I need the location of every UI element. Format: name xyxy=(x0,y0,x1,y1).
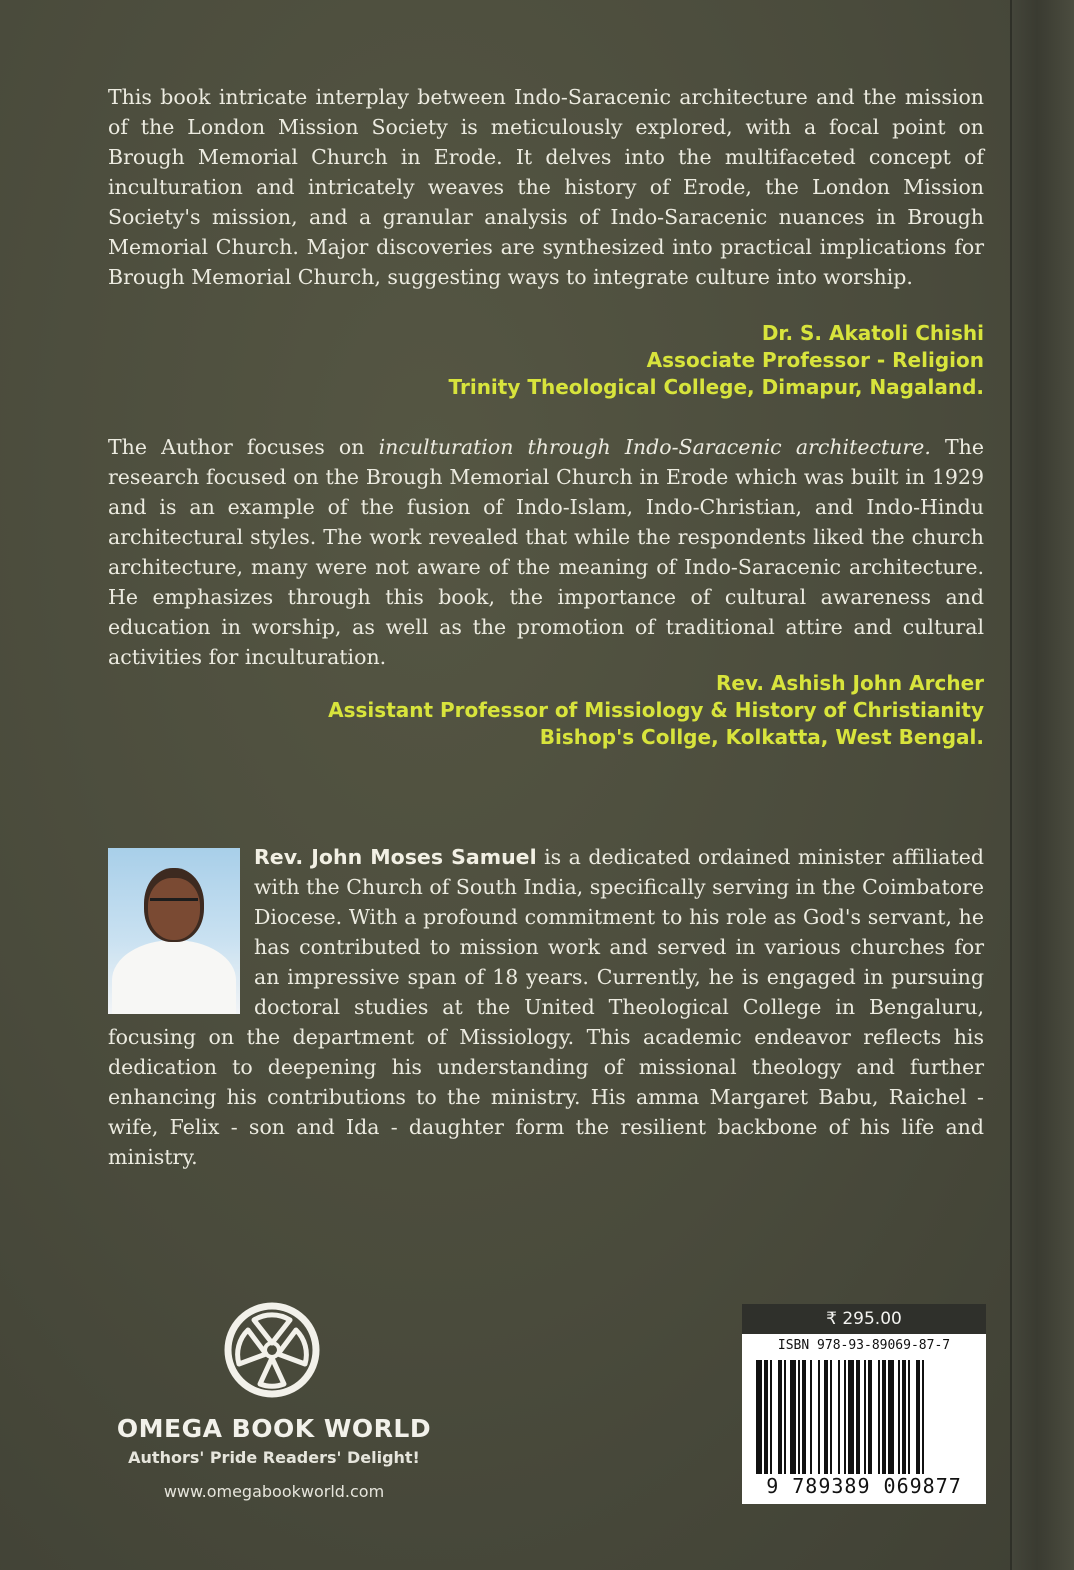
review-2-italic-phrase: inculturation through Indo-Saracenic architecture. xyxy=(378,435,931,459)
author-bio xyxy=(108,842,984,1172)
reviewer-2-institution: Bishop's Collge, Kolkatta, West Bengal. xyxy=(539,725,984,749)
barcode-panel xyxy=(742,1304,986,1504)
reviewer-1-institution: Trinity Theological College, Dimapur, Nagaland. xyxy=(448,375,984,399)
book-spine-edge xyxy=(1010,0,1074,1570)
publisher-name: OMEGA BOOK WORLD xyxy=(116,1414,432,1443)
publisher-url: www.omegabookworld.com xyxy=(163,1482,385,1501)
review-1-signature xyxy=(449,320,984,401)
omega-trefoil-logo-icon xyxy=(224,1302,320,1398)
reviewer-1-name: Dr. S. Akatoli Chishi xyxy=(761,321,984,345)
review-2-signature xyxy=(328,670,984,751)
author-bio-text: is a dedicated ordained minister affiliated with the Church of South India, specifically serving in the Coimbatore Diocese. With a profound commitment to his role as God's servant, he has contributed to mission work and served in various churches for an impressive span of 18 years. Currently, he is engaged in pursuing doctoral studies at the United Theological College in Bengaluru, focusing on the department of Missiology. This academic endeavor reflects his dedication to deepening his understanding of missional theology and further enhancing his contributions to the ministry. His amma Margaret Babu, Raichel - wife, Felix - son and Ida - daughter form the resilient backbone of his life and ministry. xyxy=(108,845,984,1169)
review-1-text: This book intricate interplay between Indo-Saracenic architecture and the mission of the London Mission Society is meticulously explored, with a focal point on Brough Memorial Church in Erode. It delves into the multifaceted concept of inculturation and intricately weaves the history of Erode, the London Mission Society's mission, and a granular analysis of Indo-Saracenic nuances in Brough Memorial Church. Major discoveries are synthesized into practical implications for Brough Memorial Church, suggesting ways to integrate culture into worship. xyxy=(108,85,984,289)
barcode-bars xyxy=(756,1360,972,1480)
reviewer-2-title: Assistant Professor of Missiology & History of Christianity xyxy=(328,698,984,722)
review-2-text: The Author focuses on inculturation through Indo-Saracenic architecture. The research focused on the Brough Memorial Church in Erode which was built in 1929 and is an example of the fusion of Indo-Islam, Indo-Christian, and Indo-Hindu architectural styles. The work revealed that while the respondents liked the church architecture, many were not aware of the meaning of Indo-Saracenic architecture. He emphasizes through this book, the importance of cultural awareness and education in worship, as well as the promotion of traditional attire and cultural activities for inculturation. xyxy=(108,435,985,669)
reviewer-1-title: Associate Professor - Religion xyxy=(646,348,984,372)
publisher-tagline: Authors' Pride Readers' Delight! xyxy=(128,1448,420,1467)
author-name: Rev. John Moses Samuel xyxy=(254,845,537,869)
price-label: ₹ 295.00 xyxy=(742,1304,986,1334)
isbn-number: ISBN 978-93-89069-87-7 xyxy=(777,1338,951,1353)
reviewer-2-name: Rev. Ashish John Archer xyxy=(716,671,984,695)
barcode-digits: 9 789389 069877 xyxy=(742,1474,986,1498)
